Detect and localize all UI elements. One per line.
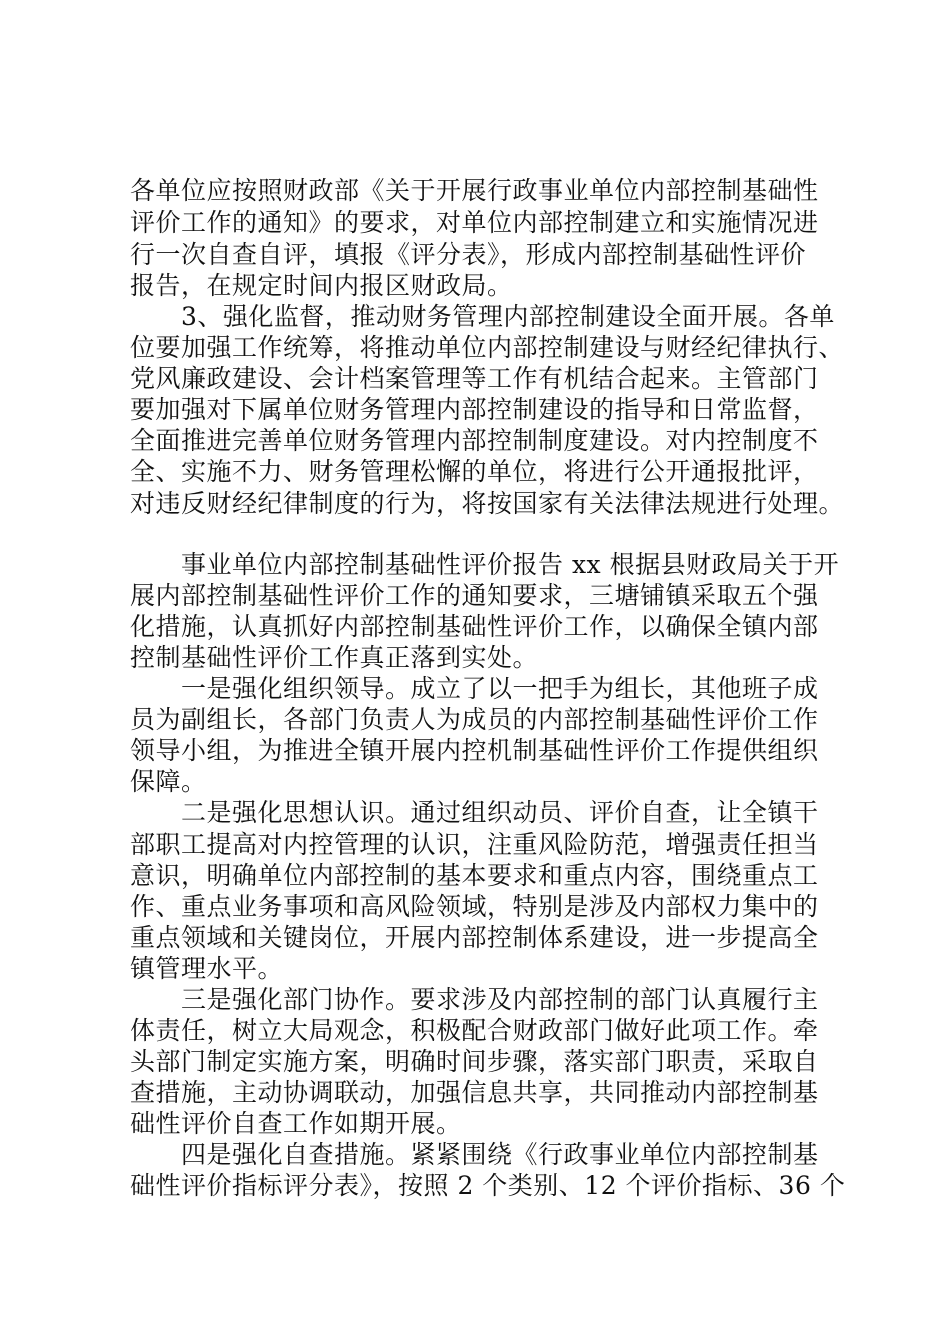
text-line: 要加强对下属单位财务管理内部控制建设的指导和日常监督，	[130, 395, 819, 424]
text-line: 一是强化组织领导。成立了以一把手为组长，其他班子成	[181, 674, 819, 703]
text-line: 镇管理水平。	[130, 954, 284, 983]
text-line: 查措施，主动协调联动，加强信息共享，共同推动内部控制基	[130, 1078, 819, 1107]
text-line: 领导小组，为推进全镇开展内控机制基础性评价工作提供组织	[130, 736, 819, 765]
text-line: 作、重点业务事项和高风险领域，特别是涉及内部权力集中的	[130, 892, 819, 921]
text-line: 报告，在规定时间内报区财政局。	[130, 271, 513, 300]
text-line: 对违反财经纪律制度的行为，将按国家有关法律法规进行处理。	[130, 489, 845, 518]
text-line: 党风廉政建设、会计档案管理等工作有机结合起来。主管部门	[130, 364, 819, 393]
text-line: 展内部控制基础性评价工作的通知要求，三塘铺镇采取五个强	[130, 581, 819, 610]
text-line: 员为副组长，各部门负责人为成员的内部控制基础性评价工作	[130, 705, 819, 734]
text-line: 础性评价自查工作如期开展。	[130, 1109, 462, 1138]
text-line: 3、强化监督，推动财务管理内部控制建设全面开展。各单	[181, 302, 835, 331]
text-line: 三是强化部门协作。要求涉及内部控制的部门认真履行主	[181, 985, 819, 1014]
text-line: 控制基础性评价工作真正落到实处。	[130, 643, 539, 672]
text-line: 位要加强工作统筹，将推动单位内部控制建设与财经纪律执行、	[130, 333, 845, 362]
text-line: 四是强化自查措施。紧紧围绕《行政事业单位内部控制基	[181, 1140, 819, 1169]
text-line: 各单位应按照财政部《关于开展行政事业单位内部控制基础性	[130, 176, 819, 205]
text-line: 础性评价指标评分表》，按照 2 个类别、12 个评价指标、36 个	[130, 1171, 846, 1200]
text-line: 头部门制定实施方案，明确时间步骤，落实部门职责，采取自	[130, 1047, 819, 1076]
text-line: 保障。	[130, 767, 207, 796]
text-line: 全、实施不力、财务管理松懈的单位，将进行公开通报批评，	[130, 457, 819, 486]
text-line: 评价工作的通知》的要求，对单位内部控制建立和实施情况进	[130, 208, 819, 237]
text-line: 二是强化思想认识。通过组织动员、评价自查，让全镇干	[181, 798, 819, 827]
text-line: 意识，明确单位内部控制的基本要求和重点内容，围绕重点工	[130, 861, 819, 890]
text-line: 化措施，认真抓好内部控制基础性评价工作，以确保全镇内部	[130, 612, 819, 641]
text-line: 行一次自查自评，填报《评分表》，形成内部控制基础性评价	[130, 240, 807, 269]
text-line: 部职工提高对内控管理的认识，注重风险防范，增强责任担当	[130, 830, 819, 859]
text-line: 全面推进完善单位财务管理内部控制制度建设。对内控制度不	[130, 426, 819, 455]
text-line: 重点领域和关键岗位，开展内部控制体系建设，进一步提高全	[130, 923, 819, 952]
text-line: 事业单位内部控制基础性评价报告 xx 根据县财政局关于开	[181, 550, 840, 579]
text-line: 体责任，树立大局观念，积极配合财政部门做好此项工作。牵	[130, 1016, 819, 1045]
